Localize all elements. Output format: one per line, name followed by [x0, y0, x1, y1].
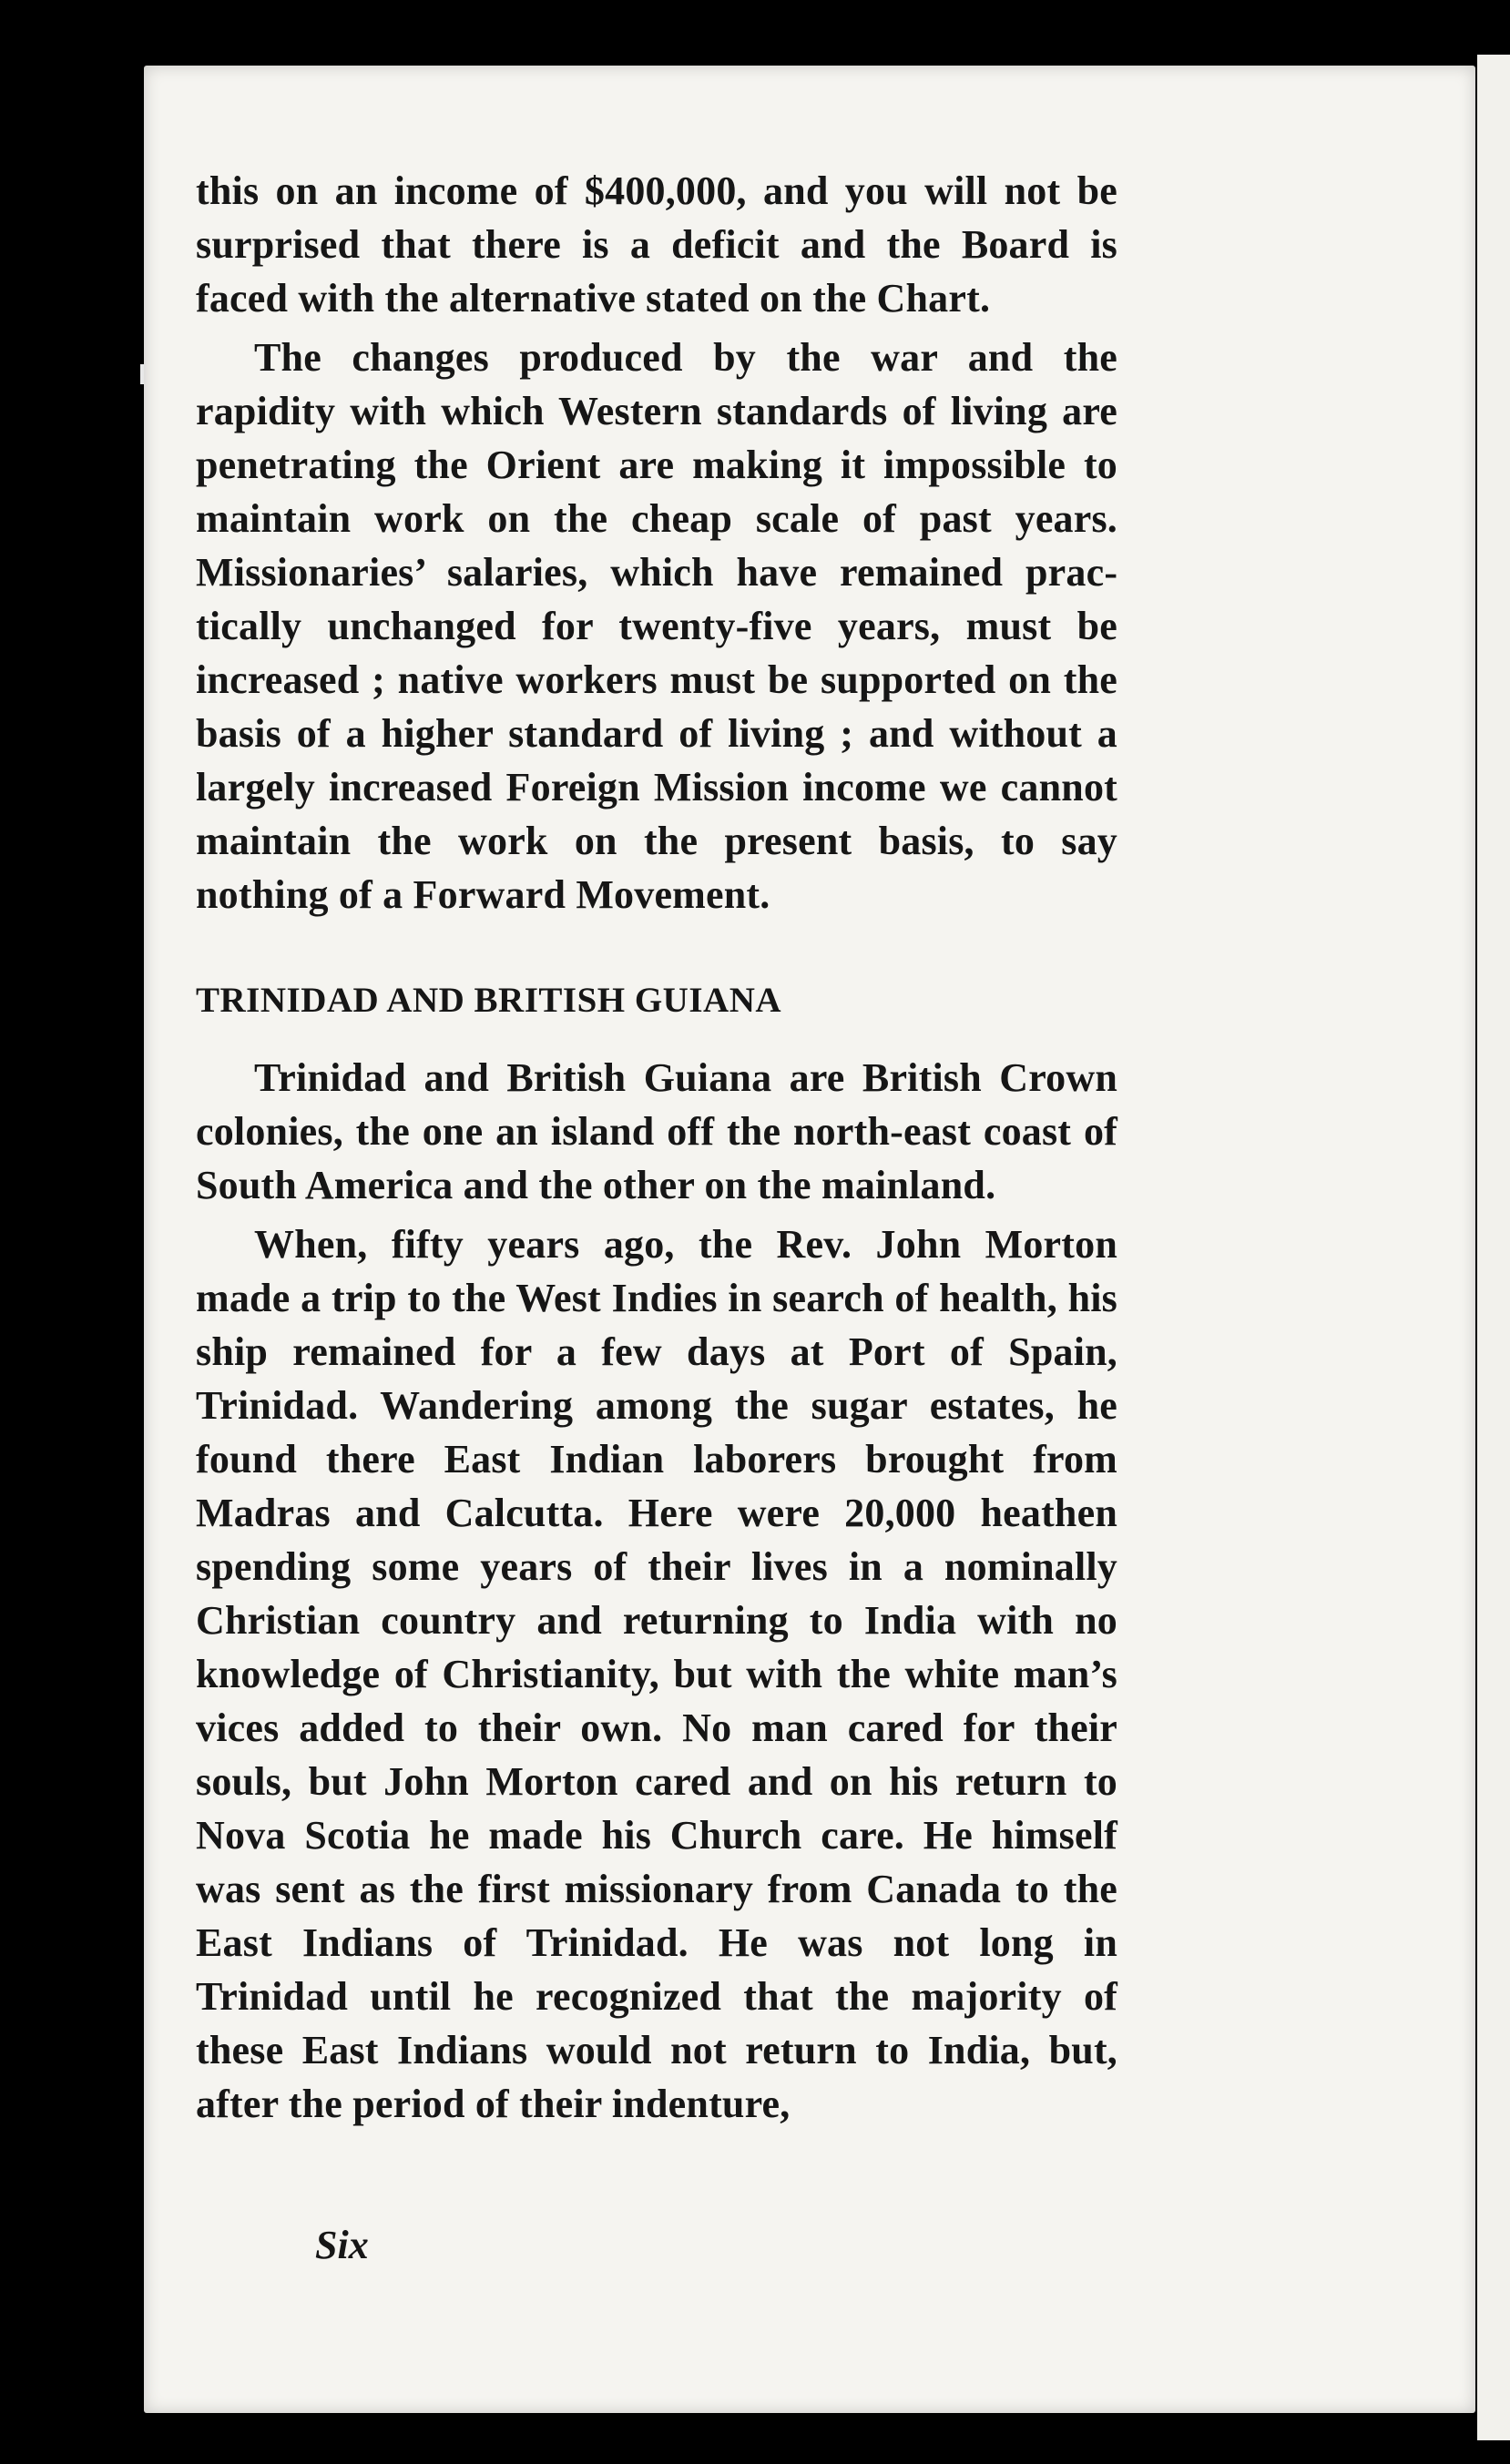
page-number: Six — [315, 2223, 369, 2267]
next-page-edge — [1477, 55, 1510, 2440]
margin-mark — [140, 364, 144, 384]
body-text — [196, 164, 1117, 2131]
section-heading: TRINIDAD AND BRITISH GUIANA — [196, 981, 782, 1020]
paragraph-changes: The changes produced by the war and the rapidity with which Western standards of living are penetrating the Orient are making it impossible to maintain work on the cheap scale of past years. Missionaries’ salaries, which have remained practically unchanged for twenty-five years, must be increased ; native workers must be supported on the basis of a higher standard of living ; and without a largely increased Foreign Mission income we cannot maintain the work on the present basis, to say nothing of a Forward Movement. — [196, 335, 1117, 917]
paragraph-colonies: Trinidad and British Guiana are British Crown colonies, the one an island off the north-east coast of South America and the other on the mainland. — [196, 1055, 1117, 1207]
paragraph-morton: When, fifty years ago, the Rev. John Morton made a trip to the West Indies in search of health, his ship remained for a few days at Port of Spain, Trinidad. Wandering among the sugar estates, he found there East Indian laborers brought from Madras and Calcutta. Here were 20,000 heathen spending some years of their lives in a nominally Christian country and returning to India with no knowledge of Christianity, but with the white man’s vices added to their own. No man cared for their souls, but John Morton cared and on his return to Nova Scotia he made his Church care. He himself was sent as the first missionary from Canada to the East Indians of Trinidad. He was not long in Trinidad until he recognized that the majority of these East Indians would not return to India, but, after the period of their indenture, — [196, 1222, 1117, 2126]
paragraph-continuation: this on an income of $400,000, and you will not be surprised that there is a deficit and the Board is faced with the alternative stated on the Chart. — [196, 168, 1117, 321]
